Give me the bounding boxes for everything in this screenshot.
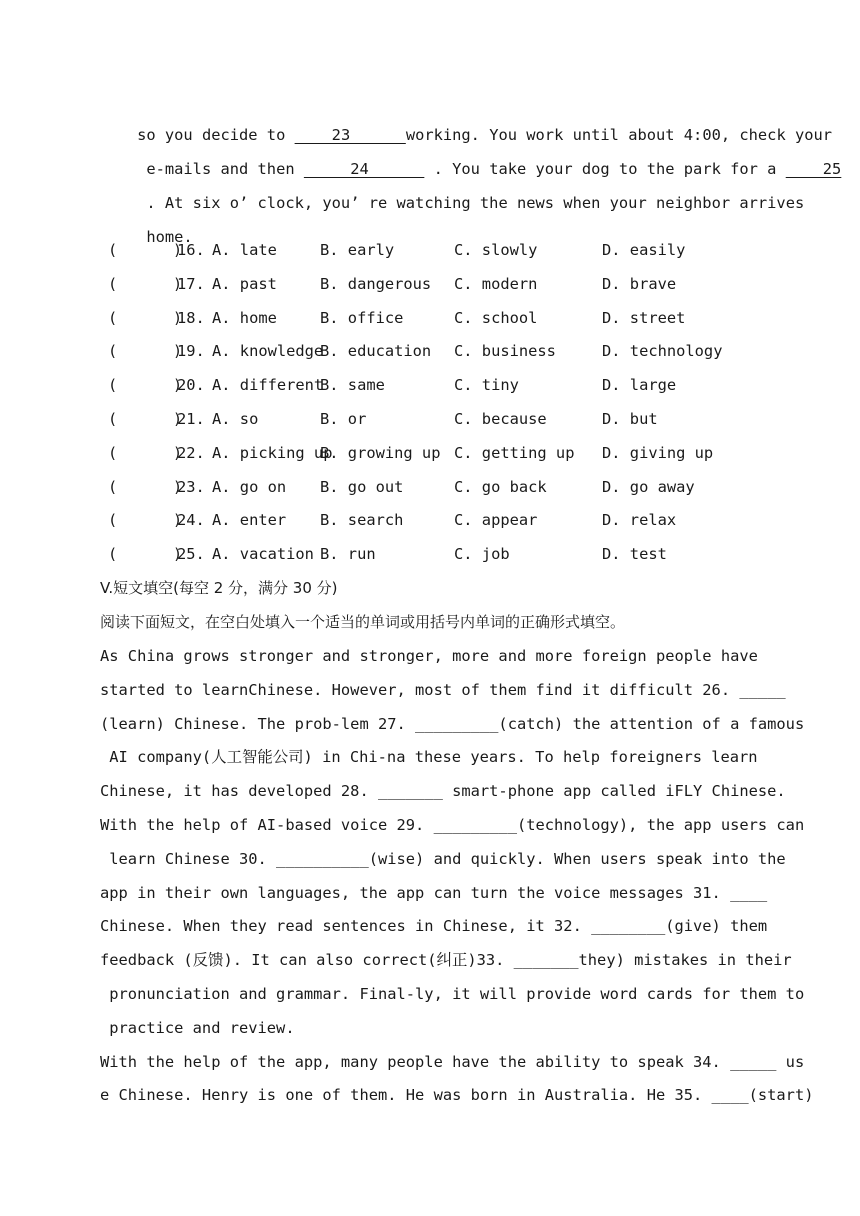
option-c: C. go back (454, 477, 547, 496)
section-instruction: 阅读下面短文，在空白处填入一个适当的单词或用括号内单词的正确形式填空。 (100, 613, 626, 631)
option-b: B. search (320, 511, 404, 530)
question-number: 16. (177, 241, 205, 259)
option-a: A. past (212, 274, 277, 293)
blank-25: 25 (785, 160, 842, 178)
answer-paren[interactable]: ( ) (108, 274, 183, 293)
question-number: 17. (177, 274, 205, 293)
option-d: D. large (602, 376, 677, 395)
passage-line: e Chinese. Henry is one of them. He was born in Australia. He 35. ____(start) (100, 1086, 814, 1105)
answer-paren[interactable]: ( ) (108, 241, 183, 259)
question-number: 25. (177, 545, 205, 564)
option-d: D. brave (602, 274, 677, 293)
passage-line: Chinese, it has developed 28. _______ smart-phone app called iFLY Chinese. (100, 782, 786, 801)
option-c: C. getting up (454, 443, 575, 462)
option-b: B. run (320, 545, 376, 564)
option-c: C. modern (454, 274, 538, 293)
blank-23: 23 (294, 126, 406, 144)
answer-paren[interactable]: ( ) (108, 342, 183, 361)
option-b: B. office (320, 308, 404, 327)
passage-line: app in their own languages, the app can turn the voice messages 31. ____ (100, 883, 768, 902)
option-a: A. home (212, 308, 277, 327)
option-c: C. slowly (454, 241, 538, 259)
answer-paren[interactable]: ( ) (108, 511, 183, 530)
text-segment: . You take your dog to the park for a (424, 160, 786, 178)
text-segment: e-mails and then (137, 160, 304, 178)
option-d: D. relax (602, 511, 677, 530)
option-a: A. different (212, 376, 324, 395)
option-b: B. or (320, 410, 367, 428)
answer-paren[interactable]: ( ) (108, 477, 183, 496)
option-b: B. early (320, 241, 395, 259)
option-c: C. tiny (454, 376, 519, 395)
text-segment: home. (137, 228, 193, 246)
answer-paren[interactable]: ( ) (108, 376, 183, 395)
passage-line: started to learnChinese. However, most of them find it difficult 26. _____ (100, 680, 786, 699)
passage-line: feedback (反馈). It can also correct(纠正)33. _______they) mistakes in their (100, 951, 792, 970)
question-number: 21. (177, 410, 205, 428)
answer-paren[interactable]: ( ) (108, 545, 183, 564)
option-c: C. school (454, 308, 538, 327)
option-d: D. technology (602, 342, 723, 361)
answer-paren[interactable]: ( ) (108, 308, 183, 327)
option-c: C. job (454, 545, 510, 564)
option-d: D. easily (602, 241, 686, 259)
option-d: D. but (602, 410, 658, 428)
blank-24: 24 (303, 160, 425, 178)
passage-line: AI company(人工智能公司) in Chi-na these years. To help foreigners learn (100, 748, 758, 767)
option-a: A. picking up (212, 443, 333, 462)
option-d: D. giving up (602, 443, 714, 462)
passage-line: practice and review. (100, 1018, 295, 1037)
text-segment: so you decide to (137, 126, 295, 144)
option-a: A. vacation (212, 545, 314, 564)
option-c: C. appear (454, 511, 538, 530)
passage-line: pronunciation and grammar. Final-ly, it will provide word cards for them to (100, 985, 805, 1003)
answer-paren[interactable]: ( ) (108, 410, 183, 428)
passage-line: With the help of the app, many people have the ability to speak 34. _____ us (100, 1052, 805, 1071)
option-b: B. same (320, 376, 385, 395)
question-number: 23. (177, 477, 205, 496)
passage-line: With the help of AI-based voice 29. _________(technology), the app users can (100, 816, 805, 834)
option-a: A. enter (212, 511, 287, 530)
text-segment: working. You work until about 4:00, check your (405, 126, 833, 144)
option-c: C. business (454, 342, 556, 361)
option-a: A. go on (212, 477, 287, 496)
passage-line: As China grows stronger and stronger, more and more foreign people have (100, 647, 758, 665)
option-d: D. go away (602, 477, 695, 496)
question-number: 22. (177, 443, 205, 462)
passage-line-3 (100, 173, 804, 233)
text-segment: . At six o’ clock, you’ re watching the news when your neighbor arrives (137, 194, 805, 212)
option-a: A. late (212, 241, 277, 259)
question-number: 24. (177, 511, 205, 530)
option-d: D. street (602, 308, 686, 327)
answer-paren[interactable]: ( ) (108, 443, 183, 462)
option-b: B. dangerous (320, 274, 432, 293)
question-number: 18. (177, 308, 205, 327)
option-a: A. so (212, 410, 259, 428)
passage-line: Chinese. When they read sentences in Chinese, it 32. ________(give) them (100, 917, 768, 936)
passage-line: (learn) Chinese. The prob-lem 27. _________(catch) the attention of a famous (100, 714, 805, 733)
option-b: B. go out (320, 477, 404, 496)
section-heading: V.短文填空(每空 2 分，满分 30 分) (100, 579, 338, 597)
option-a: A. knowledge (212, 342, 324, 361)
question-number: 20. (177, 376, 205, 395)
question-number: 19. (177, 342, 205, 361)
option-b: B. education (320, 342, 432, 361)
option-c: C. because (454, 410, 547, 428)
option-b: B. growing up (320, 443, 441, 462)
option-d: D. test (602, 545, 667, 564)
passage-line: learn Chinese 30. __________(wise) and quickly. When users speak into the (100, 849, 786, 868)
